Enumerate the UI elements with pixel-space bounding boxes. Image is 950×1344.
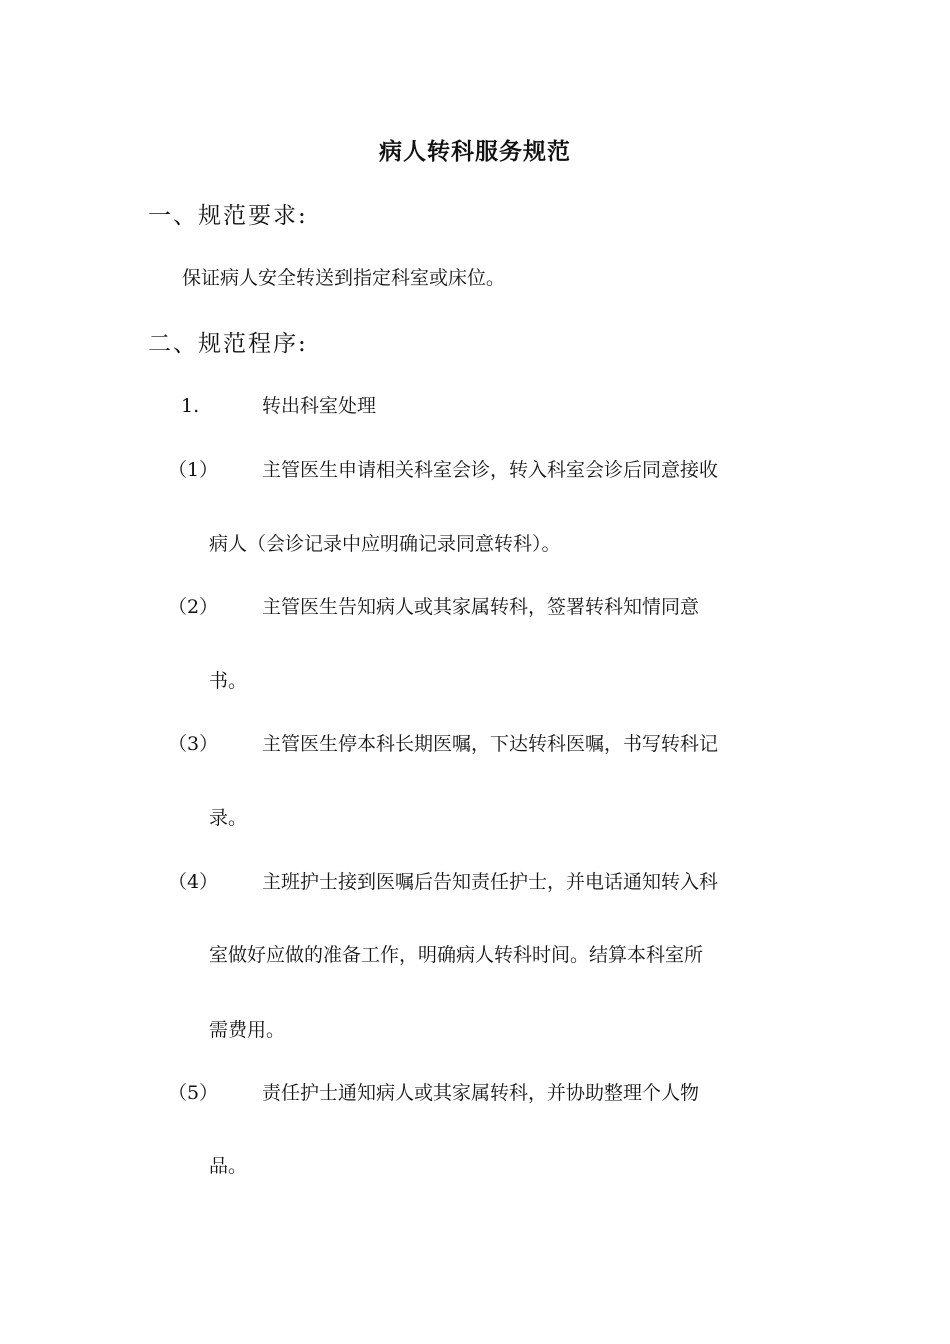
page-title: 病人转科服务规范	[379, 139, 571, 165]
item-3-line-1: 主管医生停本科长期医嘱，下达转科医嘱，书写转科记	[262, 733, 719, 755]
subsection-1-title: 转出科室处理	[262, 395, 377, 417]
item-1-line-1: 主管医生申请相关科室会诊，转入科室会诊后同意接收	[262, 459, 719, 481]
section-1-text: 保证病人安全转送到指定科室或床位。	[182, 267, 506, 289]
item-4-number: （4）	[168, 871, 219, 893]
subsection-1-number: 1.	[181, 395, 200, 417]
item-4-line-2: 室做好应做的准备工作，明确病人转科时间。结算本科室所	[209, 944, 704, 966]
section-2-heading: 二、规范程序:	[148, 331, 308, 357]
item-5-line-2: 品。	[209, 1155, 248, 1177]
item-1-line-2: 病人（会诊记录中应明确记录同意转科）。	[209, 533, 561, 555]
item-5-line-1: 责任护士通知病人或其家属转科，并协助整理个人物	[262, 1082, 700, 1104]
item-4-line-1: 主班护士接到医嘱后告知责任护士，并电话通知转入科	[262, 871, 719, 893]
item-2-line-1: 主管医生告知病人或其家属转科，签署转科知情同意	[262, 596, 700, 618]
item-5-number: （5）	[168, 1082, 219, 1104]
item-3-line-2: 录。	[209, 807, 248, 829]
item-1-number: （1）	[168, 459, 219, 481]
item-2-line-2: 书。	[209, 670, 248, 692]
item-2-number: （2）	[168, 596, 219, 618]
item-4-line-3: 需费用。	[209, 1019, 286, 1041]
section-1-heading: 一、规范要求:	[148, 203, 308, 229]
item-3-number: （3）	[168, 733, 219, 755]
